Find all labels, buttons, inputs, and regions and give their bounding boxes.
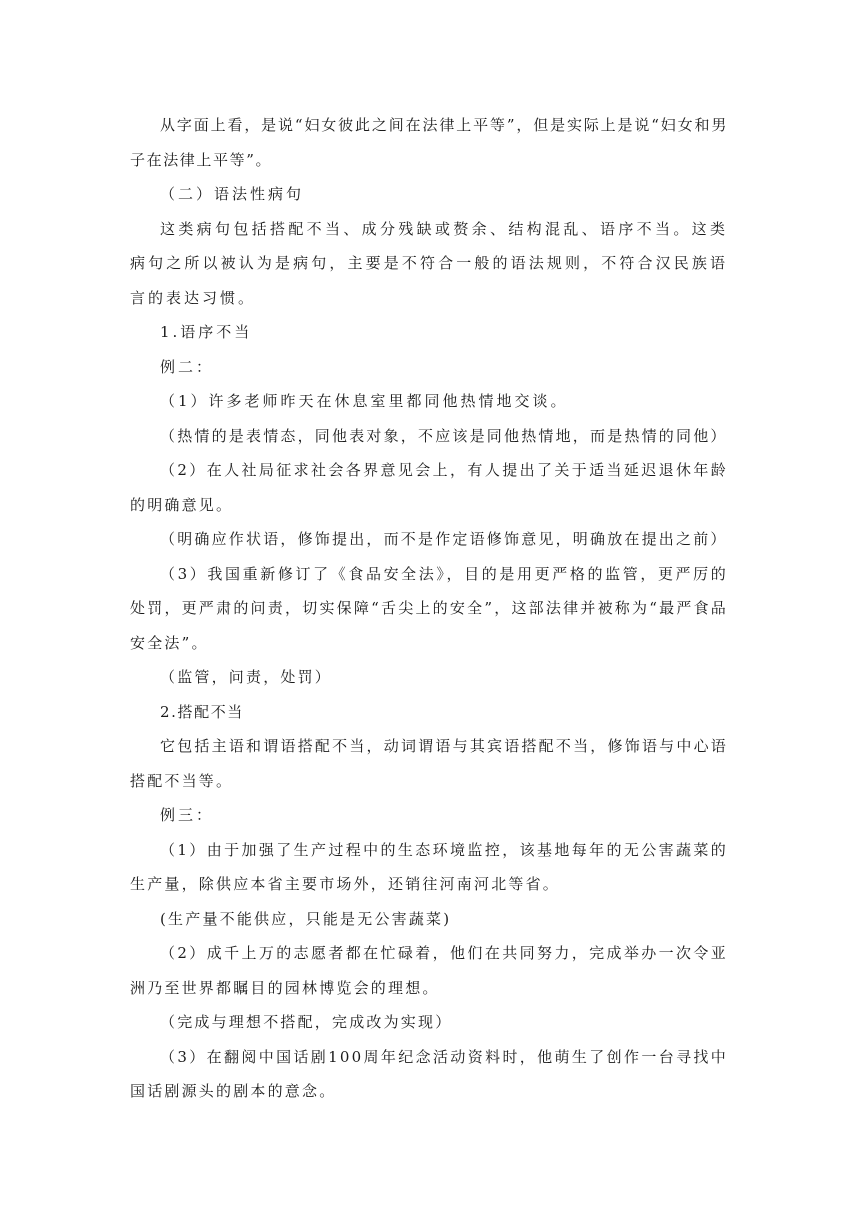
example-three-note-1: (生产量不能供应，只能是无公害蔬菜) [160,909,452,928]
example-two-item-2: （2）在人社局征求社会各界意见会上，有人提出了关于适当延迟退休年龄的明确意见。 [130,461,728,514]
example-three-item-1: （1）由于加强了生产过程中的生态环境监控，该基地每年的无公害蔬菜的生产量，除供应本省主要市场外，还销往河南河北等省。 [130,840,728,893]
example-three-item-3: （3）在翻阅中国话剧100周年纪念活动资料时，他萌生了创作一台寻找中国话剧源头的剧本的意念。 [130,1047,728,1100]
paragraph-collocation-desc: 它包括主语和谓语搭配不当，动词谓语与其宾语搭配不当，修饰语与中心语搭配不当等。 [130,737,728,790]
example-two-note-3: （监管，问责，处罚） [160,668,333,686]
example-two-note-2: （明确应作状语，修饰提出，而不是作定语修饰意见，明确放在提出之前） [160,530,728,548]
example-three-note-2: （完成与理想不搭配，完成改为实现） [160,1013,453,1031]
example-two-note-1: （热情的是表情态，同他表对象，不应该是同他热情地，而是热情的同他） [160,426,728,445]
document-page [130,108,728,1109]
subheading-collocation: 2.搭配不当 [160,702,244,721]
example-two-item-1: （1）许多老师昨天在休息室里都同他热情地交谈。 [160,392,569,410]
paragraph-intro: 从字面上看，是说“妇女彼此之间在法律上平等”，但是实际上是说“妇女和男子在法律上平等”。 [130,116,728,169]
paragraph-grammar-desc: 这类病句包括搭配不当、成分残缺或赘余、结构混乱、语序不当。这类病句之所以被认为是病句，主要是不符合一般的语法规则，不符合汉民族语言的表达习惯。 [130,219,728,307]
example-two-label: 例二： [160,357,215,376]
example-three-item-2: （2）成千上万的志愿者都在忙碌着，他们在共同努力，完成举办一次令亚洲乃至世界都瞩目的园林博览会的理想。 [130,944,728,997]
section-heading-grammar: （二）语法性病句 [160,185,305,203]
example-two-item-3: （3）我国重新修订了《食品安全法》，目的是用更严格的监管，更严厉的处罚，更严肃的问责，切实保障“舌尖上的安全”，这部法律并被称为“最严食品安全法”。 [130,564,728,652]
example-three-label: 例三： [160,806,215,824]
subheading-word-order: 1.语序不当 [160,323,253,341]
